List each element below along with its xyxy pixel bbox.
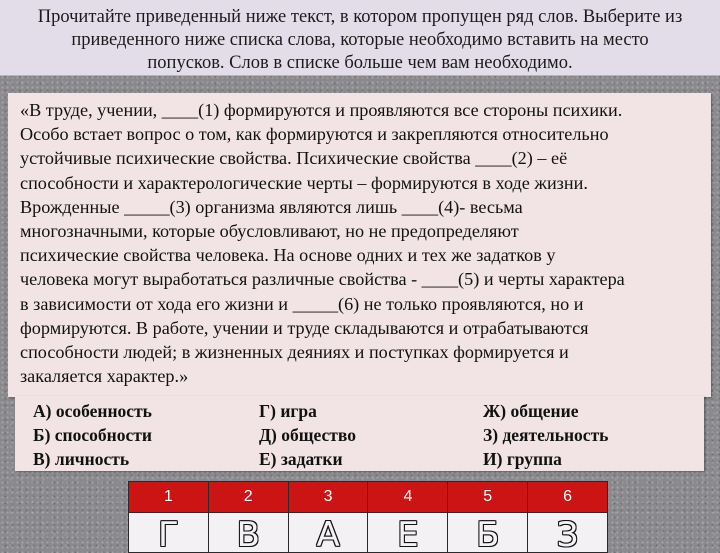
instruction-header bbox=[0, 0, 720, 76]
option-item: Д) общество bbox=[259, 425, 356, 445]
answer-letter-cell bbox=[288, 513, 368, 553]
instruction-line: приведенного ниже списка слова, которые необходимо вставить на место bbox=[71, 30, 649, 50]
answer-table bbox=[128, 481, 608, 553]
answer-number-cell: 4 bbox=[368, 482, 448, 513]
answer-letter-cell bbox=[129, 513, 209, 553]
option-item: Б) способности bbox=[33, 425, 152, 445]
options-column-2 bbox=[259, 399, 356, 471]
answer-letter-cell bbox=[368, 513, 448, 553]
passage-line: человека могут выработаться различные свойства - ____(5) и черты характера bbox=[20, 269, 625, 290]
answer-letter: А bbox=[316, 515, 340, 553]
option-item: Г) игра bbox=[259, 401, 317, 421]
options-column-3 bbox=[483, 399, 608, 471]
passage-text-box bbox=[8, 93, 711, 397]
passage-line: закаляется характер.» bbox=[20, 366, 189, 387]
passage-line: Особо встает вопрос о том, как формируются и закрепляются относительно bbox=[20, 124, 609, 145]
option-item: З) деятельность bbox=[483, 425, 609, 445]
answer-number-row bbox=[129, 482, 608, 513]
word-options-box bbox=[15, 396, 704, 471]
options-column-1 bbox=[33, 399, 152, 471]
answer-letter: В bbox=[236, 515, 260, 553]
passage-line: формируются. В работе, учении и труде складываются и отрабатываются bbox=[20, 317, 589, 338]
answer-number-cell: 6 bbox=[528, 482, 608, 513]
answer-letter: З bbox=[556, 515, 579, 553]
passage-line: в зависимости от хода его жизни и _____(6) не только проявляются, но и bbox=[20, 293, 584, 314]
passage-line: психические свойства человека. На основе одних и тех же задатков у bbox=[20, 245, 556, 266]
option-item: В) личность bbox=[33, 449, 130, 469]
instruction-line: попусков. Слов в списке больше чем вам необходимо. bbox=[147, 53, 573, 73]
answer-letter-cell bbox=[448, 513, 528, 553]
answer-letter: Е bbox=[397, 515, 419, 553]
passage-line: способности и характерологические черты – формируются в ходе жизни. bbox=[20, 172, 588, 193]
answer-number-cell: 5 bbox=[448, 482, 528, 513]
answer-letter: Г bbox=[158, 515, 179, 553]
answer-number-cell: 1 bbox=[129, 482, 209, 513]
answer-letter-cell bbox=[208, 513, 288, 553]
answer-number-cell: 3 bbox=[288, 482, 368, 513]
passage-line: устойчивые психические свойства. Психические свойства ____(2) – её bbox=[20, 148, 568, 169]
option-item: А) особенность bbox=[33, 401, 152, 421]
passage-line: многозначными, которые обусловливают, но не предопределяют bbox=[20, 221, 519, 242]
answer-letter-row bbox=[129, 513, 608, 553]
option-item: Е) задатки bbox=[259, 449, 343, 469]
answer-letter-cell bbox=[528, 513, 608, 553]
passage-line: «В труде, учении, ____(1) формируются и проявляются все стороны психики. bbox=[20, 100, 623, 120]
option-item: И) группа bbox=[483, 449, 562, 469]
option-item: Ж) общение bbox=[483, 401, 579, 421]
instruction-line: Прочитайте приведенный ниже текст, в котором пропущен ряд слов. Выберите из bbox=[37, 7, 683, 27]
passage-line: способности людей; в жизненных деяниях и поступках формируется и bbox=[20, 342, 569, 363]
answer-number-cell: 2 bbox=[208, 482, 288, 513]
passage-line: Врожденные _____(3) организма являются лишь ____(4)- весьма bbox=[20, 196, 523, 217]
answer-letter: Б bbox=[476, 515, 500, 553]
